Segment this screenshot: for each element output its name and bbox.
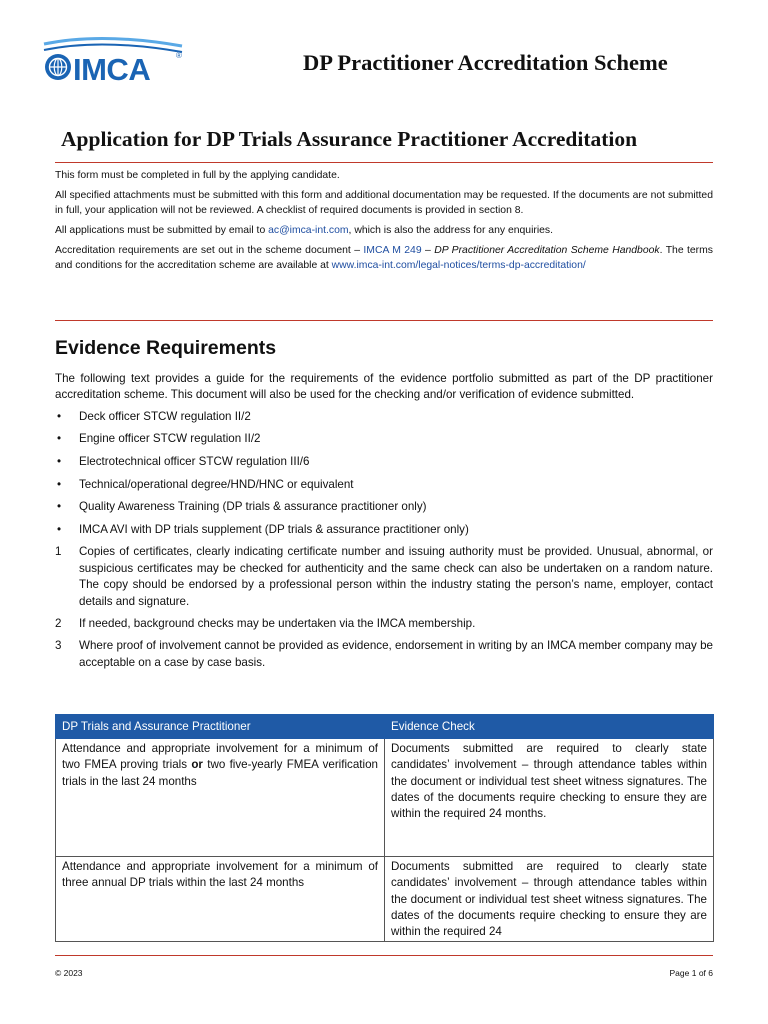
note-item: 2 If needed, background checks may be undertaken via the IMCA membership. <box>55 617 476 630</box>
table-row <box>56 739 714 857</box>
intro-line-2: All specified attachments must be submitted with this form and additional documentation may be requested. If the documents are not submitted in full, your application will not be reviewed. A checklist of required documents is provided in section 8. <box>55 189 713 217</box>
evidence-check-cell: Documents submitted are required to clearly state candidates’ involvement – through attendance tables within the document or individual test sheet witness signatures. The dates of the documents require checking to ensure they are within the required 24 months. <box>385 739 714 857</box>
imca-logo <box>42 36 187 84</box>
copyright: © 2023 <box>55 968 83 978</box>
application-title: Application for DP Trials Assurance Practitioner Accreditation <box>61 127 638 151</box>
document-title: DP Practitioner Accreditation Scheme <box>303 50 668 75</box>
intro-line-1: This form must be completed in full by the applying candidate. <box>55 170 340 181</box>
logo-wordmark: IMCA <box>73 52 151 84</box>
email-link[interactable]: ac@imca-int.com <box>268 224 349 236</box>
intro-section <box>55 168 713 278</box>
evidence-check-cell: Documents submitted are required to clearly state candidates’ involvement – through attendance tables within the document or individual test sheet witness signatures. The dates of the documents require checking to ensure they are within the required 24 <box>385 857 714 942</box>
column-header: Evidence Check <box>385 715 714 739</box>
registered-mark: ® <box>176 51 182 60</box>
page-number: Page 1 of 6 <box>669 968 713 978</box>
bullet-icon: • <box>57 455 62 468</box>
table-row <box>56 857 714 942</box>
evidence-heading: Evidence Requirements <box>55 337 277 359</box>
intro-line-3: All applications must be submitted by email to ac@imca-int.com, which is also the address for any enquiries. <box>55 224 554 236</box>
qualification-list <box>55 409 713 538</box>
requirement-cell: Attendance and appropriate involvement for a minimum of three annual DP trials within the last 24 months <box>56 857 385 942</box>
list-item: • Quality Awareness Training (DP trials & assurance practitioner only) <box>55 499 713 515</box>
bullet-icon: • <box>57 522 62 536</box>
bullet-icon: • <box>57 409 62 423</box>
list-item: • IMCA AVI with DP trials supplement (DP trials & assurance practitioner only) <box>55 522 713 538</box>
notes-list <box>55 544 713 671</box>
top-divider <box>55 162 713 163</box>
intro-line-4: Accreditation requirements are set out in the scheme document – IMCA M 249 – DP Practitioner Accreditation Scheme Handbook. The terms and conditions for the accreditation scheme are available at www.imca-int.com/legal-notices/terms-dp-accreditation/ <box>55 244 713 271</box>
bullet-icon: • <box>57 477 62 491</box>
list-item: • Engine officer STCW regulation II/2 <box>55 431 713 447</box>
bullet-icon: • <box>57 500 62 514</box>
note-item: 1 Copies of certificates, clearly indicating certificate number and issuing authority must be provided. Unusual, abnormal, or suspicious certificates may be checked for authenticity and the same check can also be undertaken on a random nature. The copy should be endorsed by a professional person within the industry stating the person’s name, employer, contact details and signature. <box>55 545 713 608</box>
requirement-cell: Attendance and appropriate involvement for a minimum of two FMEA proving trials or two five-yearly FMEA verification trials in the last 24 months <box>56 739 385 857</box>
table-header-row <box>56 715 714 739</box>
section-divider <box>55 320 713 321</box>
list-item: • Technical/operational degree/HND/HNC or equivalent <box>55 477 713 493</box>
bullet-icon: • <box>57 432 62 446</box>
column-header: DP Trials and Assurance Practitioner <box>56 715 385 739</box>
evidence-intro: The following text provides a guide for the requirements of the evidence portfolio submitted as part of the DP practitioner accreditation scheme. This document will also be used for the checking and/or verification of evidence submitted. <box>55 372 713 402</box>
scheme-ref-link[interactable]: IMCA M 249 <box>363 244 422 256</box>
terms-link[interactable]: www.imca-int.com/legal-notices/terms-dp-accreditation/ <box>331 259 586 271</box>
list-item: • Deck officer STCW regulation II/2 <box>55 409 713 425</box>
note-item: 3 Where proof of involvement cannot be provided as evidence, endorsement in writing by an IMCA member company may be acceptable on a case by case basis. <box>55 639 713 669</box>
handbook-title: DP Practitioner Accreditation Scheme Handbook <box>434 244 660 256</box>
evidence-table <box>55 714 714 942</box>
footer-divider <box>55 955 713 956</box>
evidence-body <box>55 371 713 677</box>
list-item: • Electrotechnical officer STCW regulation III/6 <box>55 454 713 470</box>
globe-icon <box>45 54 71 80</box>
